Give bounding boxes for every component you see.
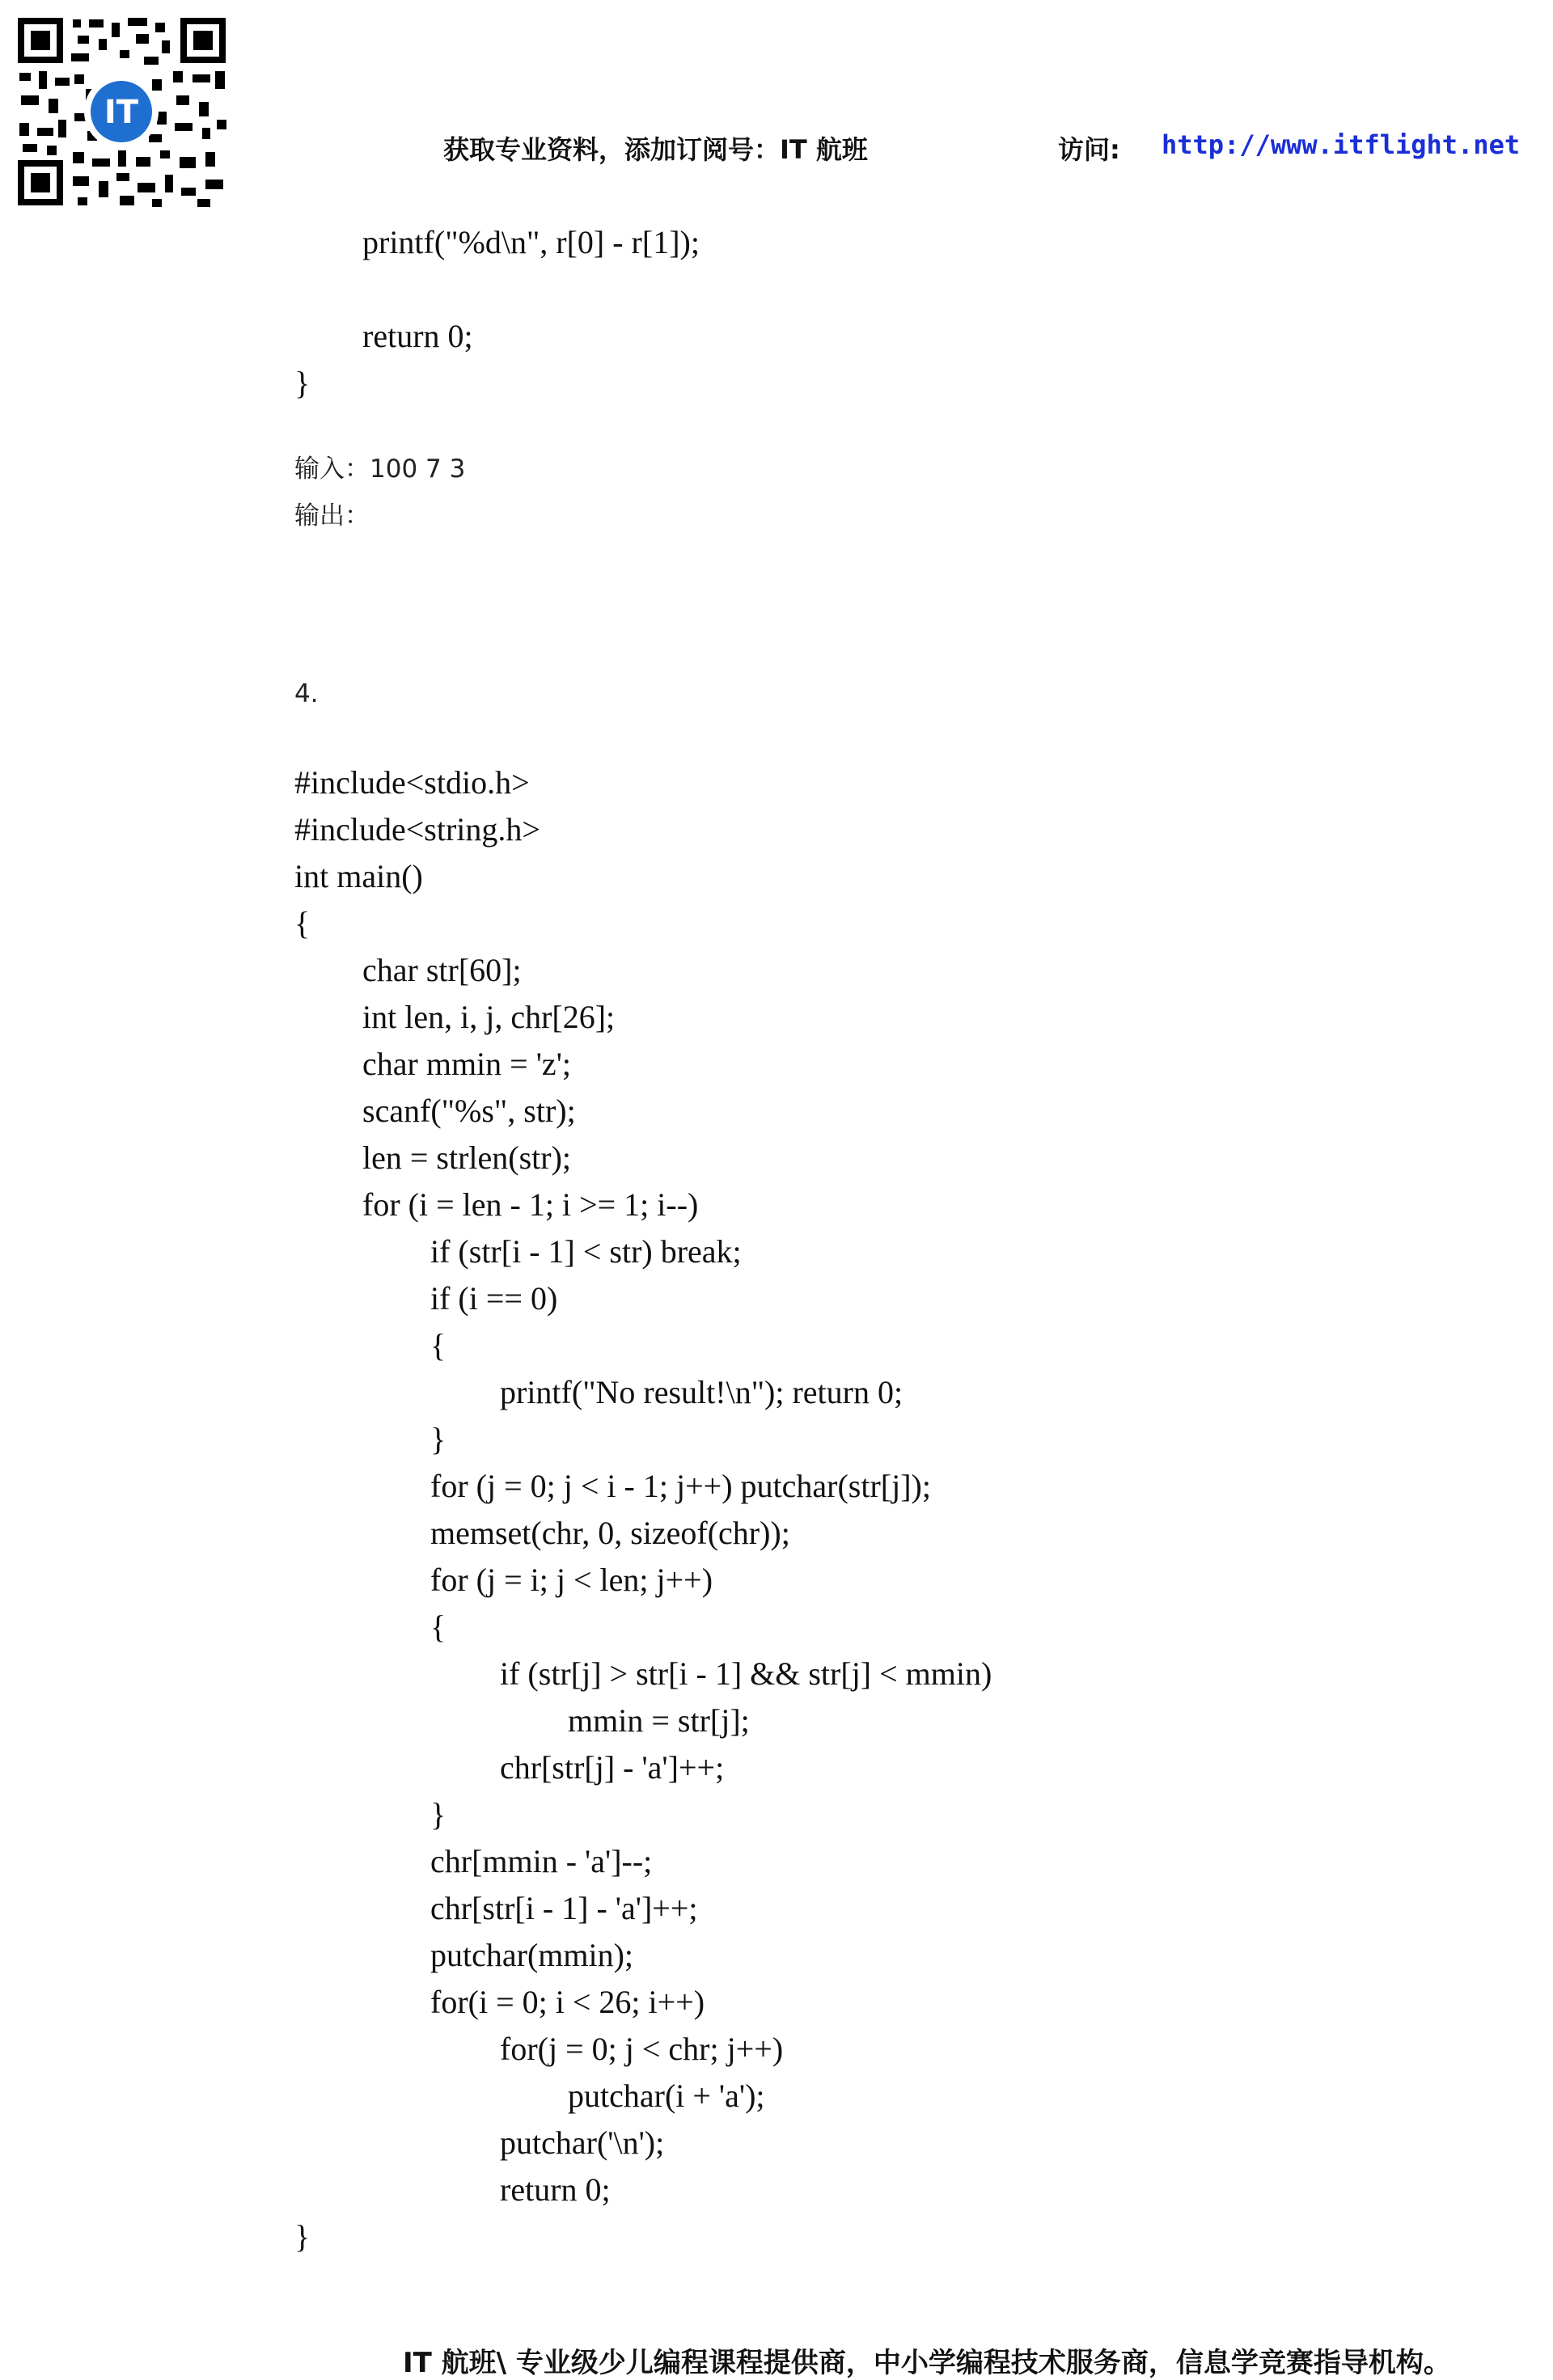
code-line: if (str[i - 1] < str) break; xyxy=(430,1233,742,1270)
code-line: char str[60]; xyxy=(362,952,522,988)
code-line: { xyxy=(430,1327,446,1363)
code-line: } xyxy=(430,1796,446,1833)
code-line: mmin = str[j]; xyxy=(568,1702,750,1739)
code-line: len = strlen(str); xyxy=(362,1139,572,1176)
subscription-promo: 获取专业资料，添加订阅号：IT 航班 xyxy=(443,134,868,165)
code-line: scanf("%s", str); xyxy=(362,1093,576,1129)
code-line: #include<stdio.h> xyxy=(294,764,530,801)
code-line: for (j = 0; j < i - 1; j++) putchar(str[j]); xyxy=(430,1468,931,1504)
qr-code-icon xyxy=(15,15,229,209)
code-line: if (str[j] > str[i - 1] && str[j] < mmin) xyxy=(500,1655,992,1692)
code-line: printf("%d\n", r[0] - r[1]); xyxy=(362,224,700,260)
code-line: for (j = i; j < len; j++) xyxy=(430,1562,713,1598)
code-line: return 0; xyxy=(362,318,473,354)
code-line: { xyxy=(430,1609,446,1645)
code-line: memset(chr, 0, sizeof(chr)); xyxy=(430,1515,790,1551)
code-line: printf("No result!\n"); return 0; xyxy=(500,1374,903,1410)
code-line: #include<string.h> xyxy=(294,811,540,848)
code-line: if (i == 0) xyxy=(430,1280,558,1317)
problem-number: 4. xyxy=(294,679,319,708)
code-line: { xyxy=(294,905,311,941)
code-line: } xyxy=(294,2218,311,2255)
output-example: 输出： xyxy=(294,501,370,531)
visit-label: 访问: xyxy=(1058,134,1120,165)
code-line: for(j = 0; j < chr; j++) xyxy=(500,2031,784,2067)
page-header xyxy=(0,0,1553,218)
code-line: return 0; xyxy=(500,2171,611,2208)
code-line: putchar(mmin); xyxy=(430,1937,634,1973)
code-line: int main() xyxy=(294,858,423,894)
website-link[interactable]: http://www.itflight.net xyxy=(1162,129,1521,160)
page-footer: IT 航班\ 专业级少儿编程课程提供商，中小学编程技术服务商，信息学竞赛指导机构。 xyxy=(403,2347,1451,2379)
code-line: putchar('\n'); xyxy=(500,2124,665,2161)
code-line: chr[str[j] - 'a']++; xyxy=(500,1749,725,1786)
code-line: chr[mmin - 'a']--; xyxy=(430,1843,653,1879)
qr-logo-text: IT xyxy=(104,94,139,131)
code-line: putchar(i + 'a'); xyxy=(568,2078,765,2114)
code-line: for(i = 0; i < 26; i++) xyxy=(430,1984,705,2020)
code-line: } xyxy=(294,365,311,401)
code-line: for (i = len - 1; i >= 1; i--) xyxy=(362,1186,699,1223)
code-line: char mmin = 'z'; xyxy=(362,1046,572,1082)
code-line: int len, i, j, chr[26]; xyxy=(362,999,616,1035)
input-example: 输入：100 7 3 xyxy=(294,454,466,484)
code-line: } xyxy=(430,1421,446,1457)
code-line: chr[str[i - 1] - 'a']++; xyxy=(430,1890,698,1926)
